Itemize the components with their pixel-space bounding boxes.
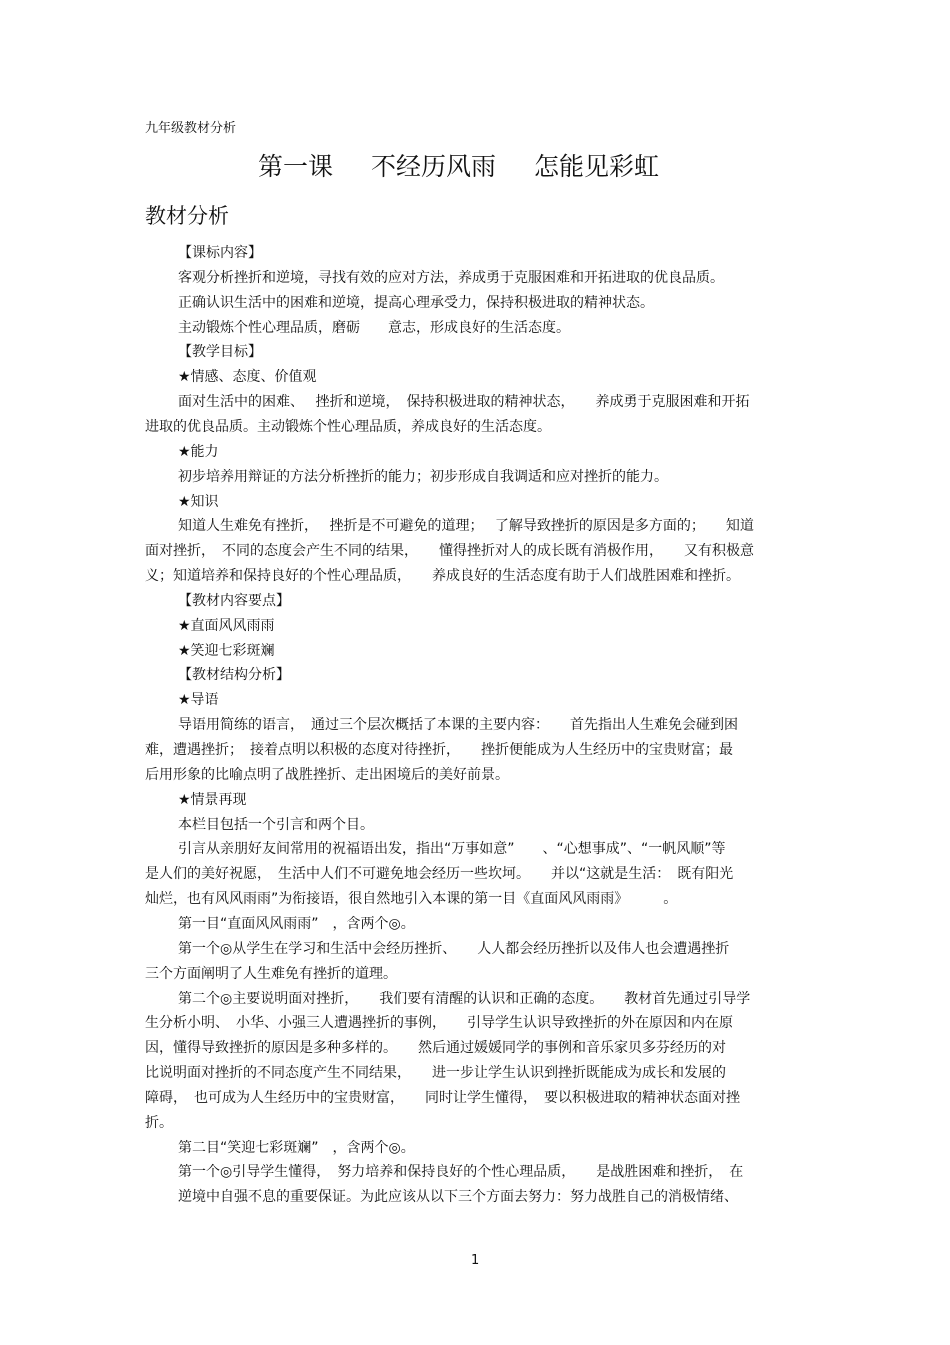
section-heading: 教材分析 bbox=[145, 204, 229, 228]
text-line: 第一个◎从学生在学习和生活中会经历挫折、 人人都会经历挫折以及伟人也会遭遇挫折 bbox=[178, 940, 730, 957]
text-line: 引言从亲朋好友间常用的祝福语出发，指出“万事如意” 、“心想事成”、“一帆风顺”等 bbox=[178, 841, 726, 858]
text-line: 【课标内容】 bbox=[178, 245, 262, 261]
text-line: 面对挫折， 不同的态度会产生不同的结果， 懂得挫折对人的成长既有消极作用， 又有积极意 bbox=[145, 543, 754, 560]
title-part: 怎能见彩虹 bbox=[534, 152, 660, 181]
text-line: 【教学目标】 bbox=[178, 344, 262, 361]
text-line: 因，懂得导致挫折的原因是多种多样的。 然后通过媛媛同学的事例和音乐家贝多芬经历的对 bbox=[145, 1040, 726, 1057]
text-line: 第一目“直面风风雨雨” ，含两个◎。 bbox=[178, 915, 415, 932]
text-line: ★笑迎七彩斑斓 bbox=[178, 642, 275, 659]
text-line: 难，遭遇挫折； 接着点明以积极的态度对待挫折， 挫折便能成为人生经历中的宝贵财富；最 bbox=[145, 742, 733, 758]
text-line: 第二目“笑迎七彩斑斓” ，含两个◎。 bbox=[178, 1139, 415, 1156]
text-line: 比说明面对挫折的不同态度产生不同结果， 进一步让学生认识到挫折既能成为成长和发展的 bbox=[145, 1065, 726, 1082]
text-line: ★能力 bbox=[178, 443, 219, 460]
text-line: ★导语 bbox=[178, 692, 219, 709]
title-part: 不经历风雨 bbox=[371, 152, 497, 181]
text-line: 灿烂，也有风风雨雨”为衔接语，很自然地引入本课的第一目《直面风风雨雨》 。 bbox=[145, 891, 678, 908]
text-line: 义；知道培养和保持良好的个性心理品质， 养成良好的生活态度有助于人们战胜困难和挫折。 bbox=[145, 568, 740, 585]
text-line: 正确认识生活中的困难和逆境，提高心理承受力，保持积极进取的精神状态。 bbox=[178, 294, 654, 311]
text-line: ★知识 bbox=[178, 493, 219, 510]
text-line: 三个方面阐明了人生难免有挫折的道理。 bbox=[145, 965, 397, 982]
text-line: 导语用简练的语言， 通过三个层次概括了本课的主要内容： 首先指出人生难免会碰到困 bbox=[178, 717, 738, 734]
title-part: 第一课 bbox=[258, 152, 334, 181]
text-line: 后用形象的比喻点明了战胜挫折、走出困境后的美好前景。 bbox=[145, 766, 509, 783]
text-line: 障碍， 也可成为人生经历中的宝贵财富， 同时让学生懂得， 要以积极进取的精神状态面对挫 bbox=[145, 1089, 740, 1106]
text-line: ★情感、态度、价值观 bbox=[178, 369, 317, 386]
text-line: 客观分析挫折和逆境，寻找有效的应对方法，养成勇于克服困难和开拓进取的优良品质。 bbox=[178, 269, 724, 286]
page-number: 1 bbox=[471, 1253, 480, 1268]
text-line: 第二个◎主要说明面对挫折， 我们要有清醒的认识和正确的态度。 教材首先通过引导学 bbox=[178, 990, 751, 1007]
text-line: 本栏目包括一个引言和两个目。 bbox=[178, 816, 374, 833]
text-line: ★直面风风雨雨 bbox=[178, 617, 275, 634]
text-line: 进取的优良品质。主动锻炼个性心理品质，养成良好的生活态度。 bbox=[145, 418, 551, 435]
text-line: 知道人生难免有挫折， 挫折是不可避免的道理； 了解导致挫折的原因是多方面的； 知道 bbox=[178, 518, 754, 535]
text-line: 【教材内容要点】 bbox=[178, 592, 290, 609]
text-line: 是人们的美好祝愿， 生活中人们不可避免地会经历一些坎坷。 并以“这就是生活： 既有阳光 bbox=[145, 866, 734, 883]
text-line: 【教材结构分析】 bbox=[178, 667, 290, 684]
page-header: 九年级教材分析 bbox=[145, 121, 237, 136]
text-line: 初步培养用辩证的方法分析挫折的能力；初步形成自我调适和应对挫折的能力。 bbox=[178, 468, 668, 485]
text-line: 第一个◎引导学生懂得， 努力培养和保持良好的个性心理品质， 是战胜困难和挫折， 在 bbox=[178, 1164, 744, 1181]
text-line: 生分析小明、 小华、小强三人遭遇挫折的事例， 引导学生认识导致挫折的外在原因和内在原 bbox=[145, 1015, 733, 1032]
text-line: 面对生活中的困难、 挫折和逆境， 保持积极进取的精神状态， 养成勇于克服困难和开拓 bbox=[178, 394, 750, 411]
text-line: 逆境中自强不息的重要保证。为此应该从以下三个方面去努力：努力战胜自己的消极情绪、 bbox=[178, 1189, 738, 1206]
text-line: 主动锻炼个性心理品质，磨砺 意志，形成良好的生活态度。 bbox=[178, 319, 570, 336]
text-line: ★情景再现 bbox=[178, 791, 247, 808]
page-title bbox=[258, 152, 659, 182]
text-line: 折。 bbox=[145, 1114, 173, 1131]
